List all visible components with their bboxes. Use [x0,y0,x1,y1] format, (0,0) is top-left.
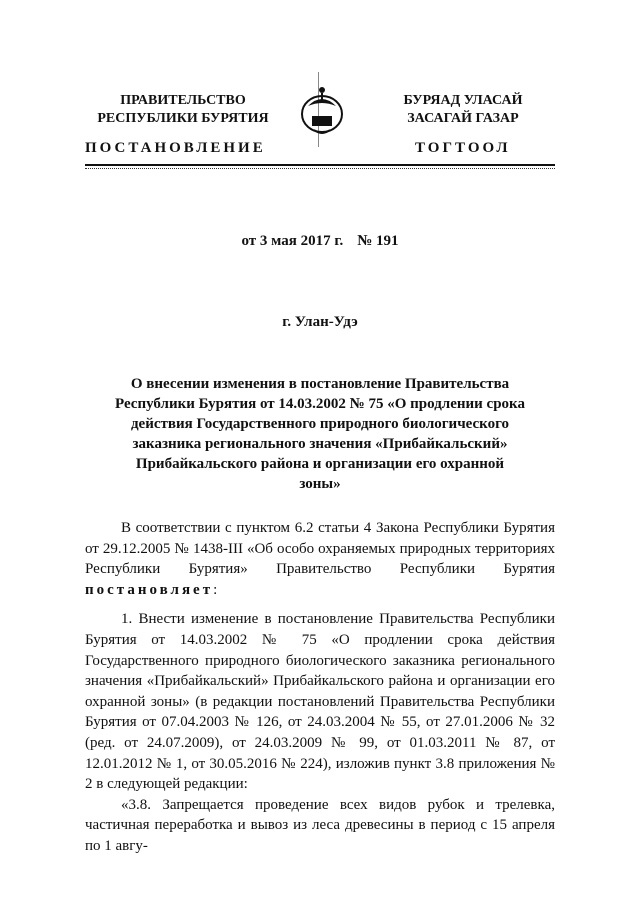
header-left-line2: РЕСПУБЛИКИ БУРЯТИЯ [97,111,269,126]
header-right-line2: ЗАСАГАЙ ГАЗАР [407,111,519,126]
document-body [85,518,555,857]
decree-colon: : [213,581,218,598]
decree-word: постановляет [85,581,214,598]
header-left-block [88,92,278,128]
header-rule-dotted [85,168,555,169]
document-subject: О внесении изменения в постановление Правительства Республики Бурятия от 14.03.2002 № 75 «О продлении срока действия Государственного природного биологического заказника регионального значения «Прибайкальский» Прибайкальского района и организации его охранной зоны» [115,376,525,492]
doc-type-right: ТОГТООЛ [415,140,511,156]
document-number: № 191 [357,233,399,249]
header-right-line1: БУРЯАД УЛАСАЙ [403,93,523,108]
document-date-line [0,233,640,250]
doc-type-left: ПОСТАНОВЛЕНИЕ [85,140,266,156]
header-rule [85,164,555,166]
document-date: от 3 мая 2017 г. [241,233,344,249]
intro-text: В соответствии с пунктом 6.2 статьи 4 Закона Республики Бурятия от 29.12.2005 № 1438-III «Об особо охраняемых природных территориях Республики Бурятия» Правительство Республики Бурятия [85,520,555,578]
quote-paragraph: «3.8. Запрещается проведение всех видов рубок и трелевка, частичная переработка и вывоз из леса древесины в период с 15 апреля по 1 авгу- [85,796,555,854]
header-right-block [378,92,548,128]
document-city: г. Улан-Удэ [282,314,358,330]
header-left-line1: ПРАВИТЕЛЬСТВО [120,93,246,108]
intro-paragraph [85,518,555,600]
item-1-paragraph: 1. Внести изменение в постановление Правительства Республики Бурятия от 14.03.2002 № 75 «О продлении срока действия Государственного природного биологического заказника регионального значения «Прибайкальский» Прибайкальского района и организации его охранной зоны» (в редакции постановлений Правительства Республики Бурятия от 07.04.2003 № 126, от 24.03.2004 № 55, от 27.01.2006 № 32 (ред. от 24.07.2009), от 24.03.2009 № 99, от 01.03.2011 № 87, от 12.01.2012 № 1, от 30.05.2016 № 224), изложив пункт 3.8 приложения № 2 в следующей редакции: [85,611,555,793]
coat-of-arms-icon [298,80,346,140]
